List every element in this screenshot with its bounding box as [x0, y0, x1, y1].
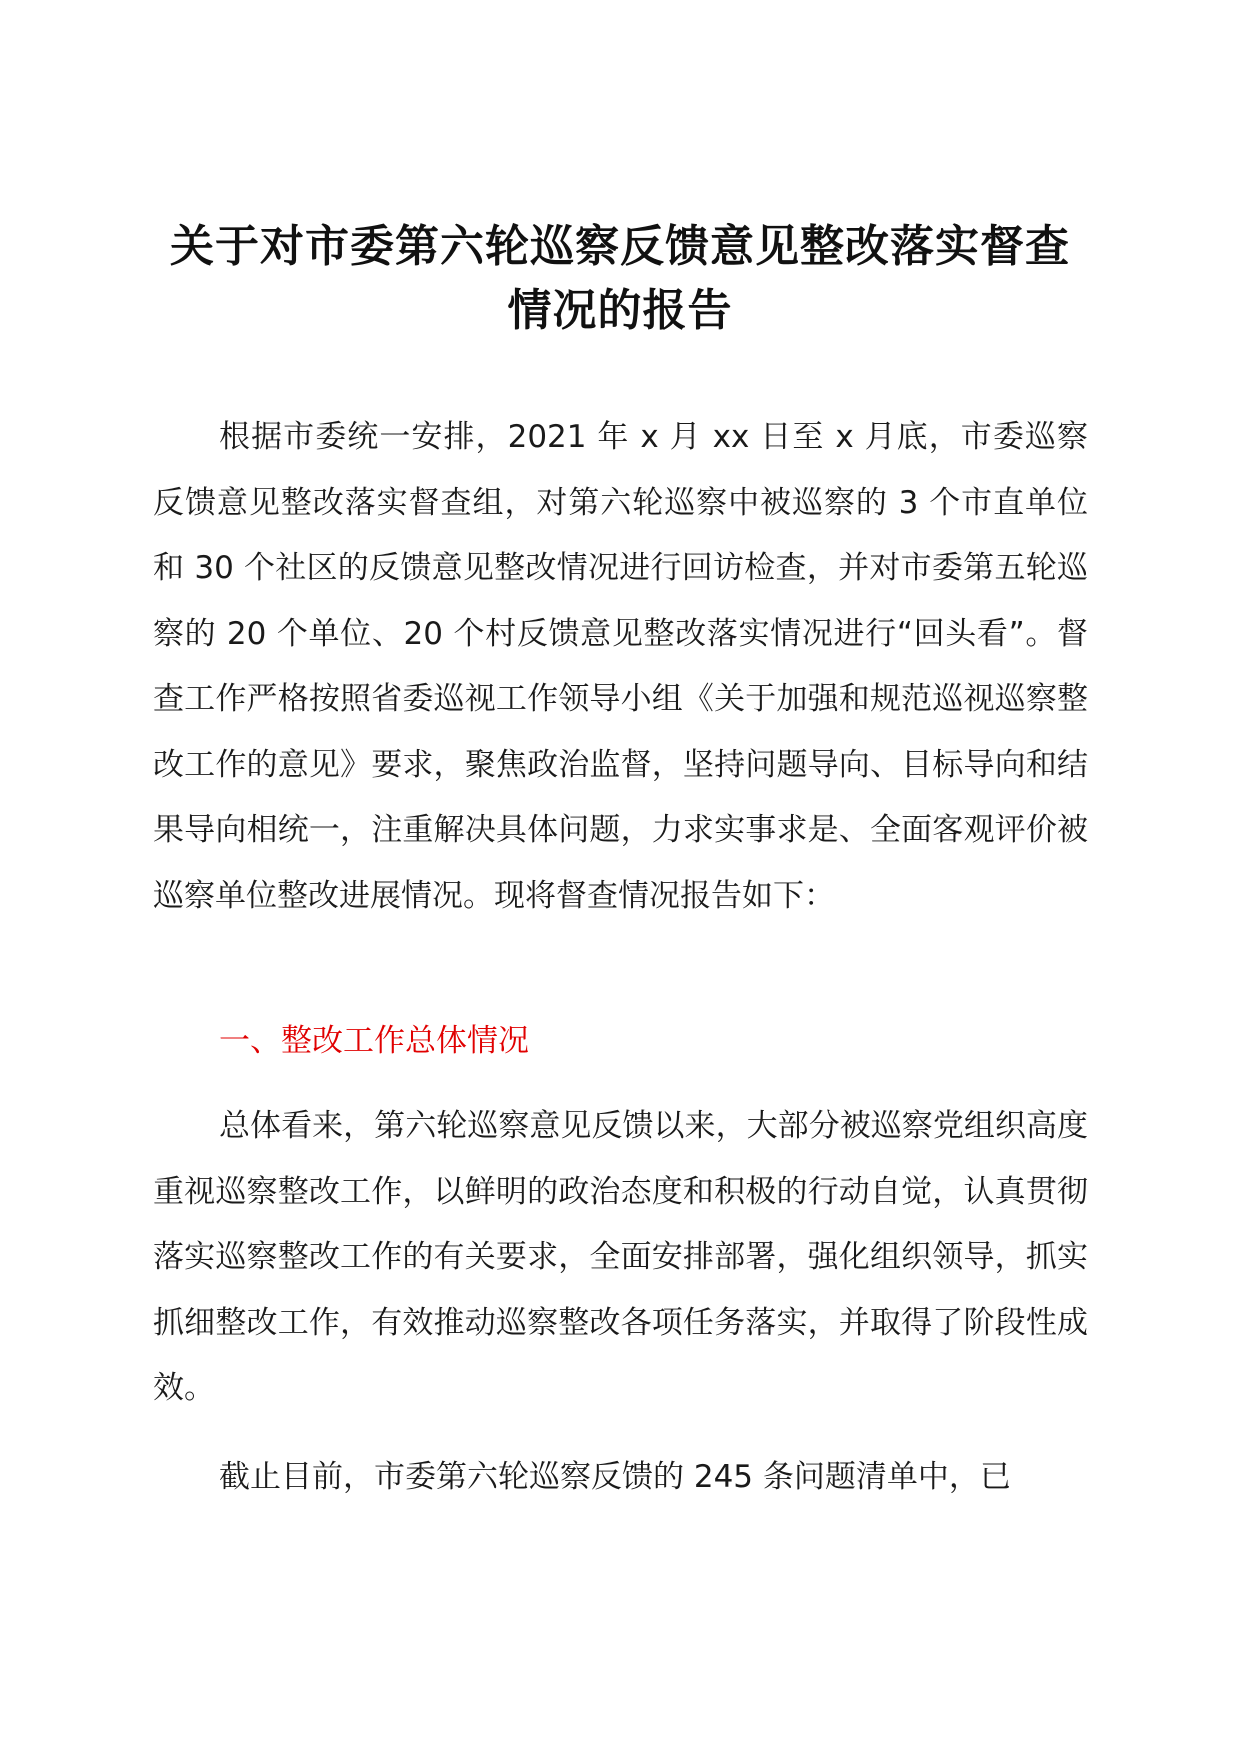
body-paragraph-intro: 根据市委统一安排，2021 年 x 月 xx 日至 x 月底，市委巡察反馈意见整改落实督查组，对第六轮巡察中被巡察的 3 个市直单位和 30 个社区的反馈意见整改情况进行回访检查，并对市委第五轮巡察的 20 个单位、20 个村反馈意见整改落实情况进行“回头看”。督查工作严格按照省委巡视工作领导小组《关于加强和规范巡视巡察整改工作的意见》要求，聚焦政治监督，坚持问题导向、目标导向和结果导向相统一，注重解决具体问题，力求实事求是、全面客观评价被巡察单位整改进展情况。现将督查情况报告如下： [153, 419, 1088, 914]
body-paragraph-overview: 总体看来，第六轮巡察意见反馈以来，大部分被巡察党组织高度重视巡察整改工作，以鲜明的政治态度和积极的行动自觉，认真贯彻落实巡察整改工作的有关要求，全面安排部署，强化组织领导，抓实抓细整改工作，有效推动巡察整改各项任务落实，并取得了阶段性成效。 [153, 1108, 1088, 1406]
section-heading: 一、整改工作总体情况 [219, 1023, 529, 1059]
body-paragraph-progress: 截止目前，市委第六轮巡察反馈的 245 条问题清单中，已 [219, 1459, 1011, 1495]
document-title: 关于对市委第六轮巡察反馈意见整改落实督查情况的报告 [170, 221, 1070, 336]
